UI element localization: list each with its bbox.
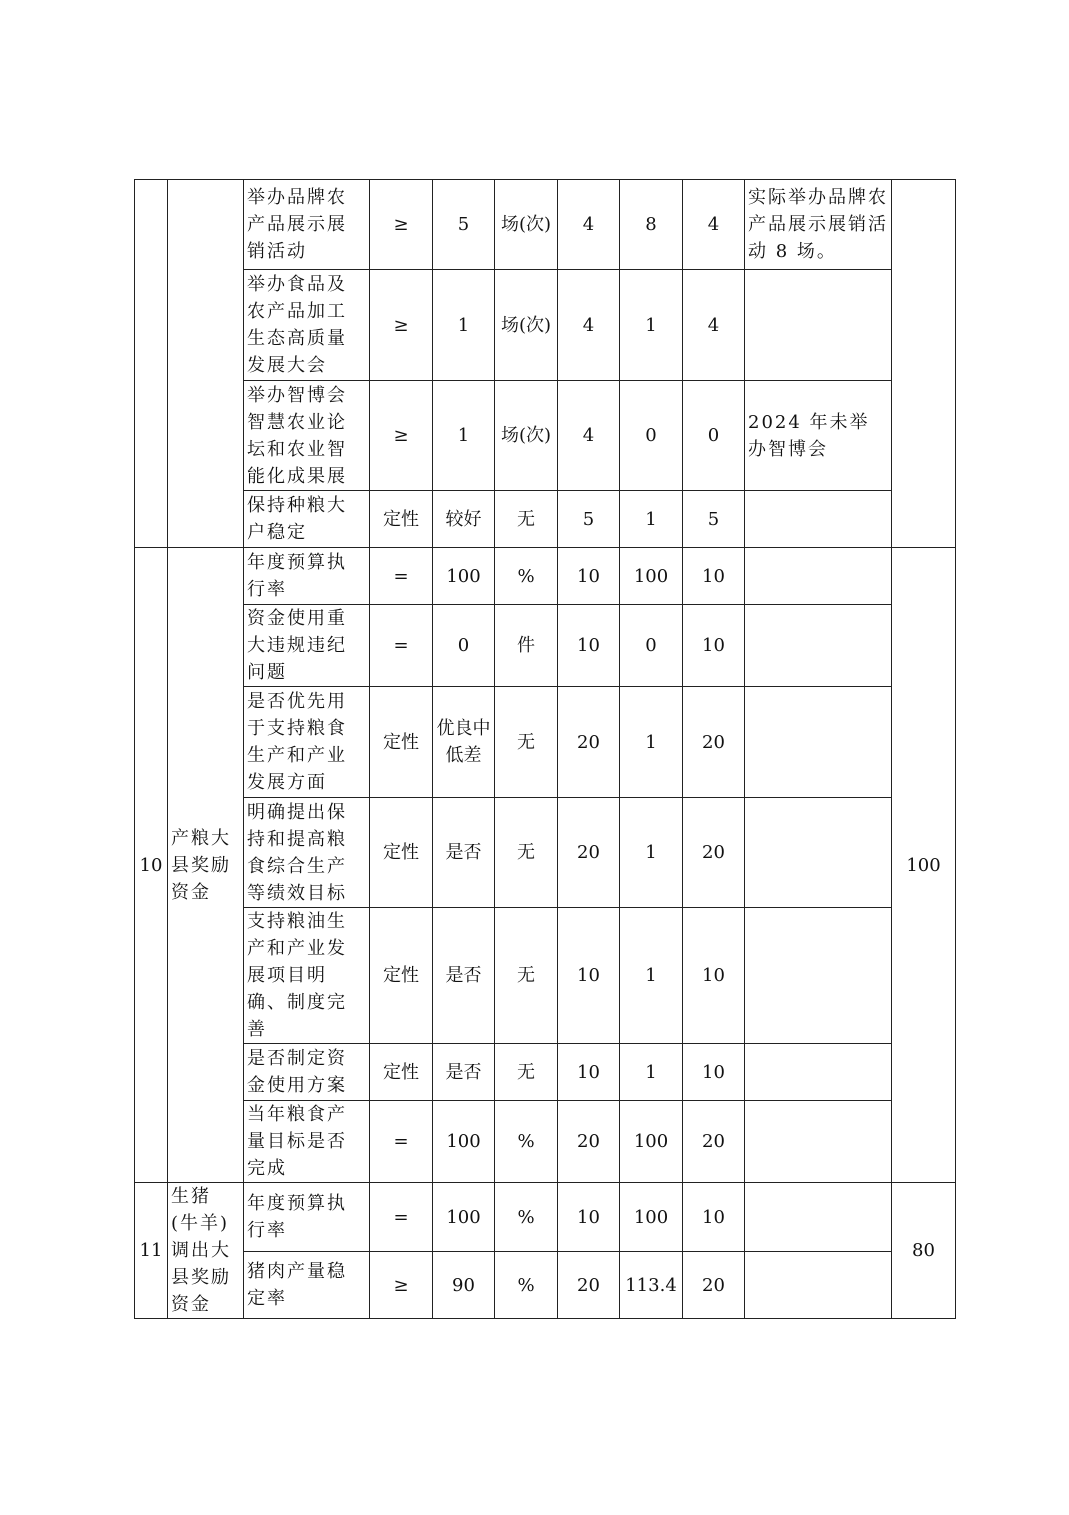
unit-cell: 无 bbox=[495, 687, 558, 798]
indicator-cell: 支持粮油生产和产业发展项目明确、制度完善 bbox=[244, 908, 370, 1044]
score-cell: 10 bbox=[683, 1044, 745, 1101]
target-cell: 是否 bbox=[433, 798, 495, 908]
weight-cell: 4 bbox=[558, 381, 620, 491]
table-row bbox=[135, 180, 956, 270]
target-cell: 1 bbox=[433, 270, 495, 381]
score-cell: 20 bbox=[683, 687, 745, 798]
weight-cell: 10 bbox=[558, 605, 620, 687]
target-cell: 0 bbox=[433, 605, 495, 687]
indicator-cell: 保持种粮大户稳定 bbox=[244, 491, 370, 548]
operator-cell: = bbox=[370, 1101, 433, 1183]
unit-cell: 场(次) bbox=[495, 381, 558, 491]
indicator-cell: 举办智博会智慧农业论坛和农业智能化成果展 bbox=[244, 381, 370, 491]
unit-cell: % bbox=[495, 548, 558, 605]
score-cell: 4 bbox=[683, 180, 745, 270]
operator-cell: = bbox=[370, 1183, 433, 1252]
score-cell: 20 bbox=[683, 1252, 745, 1319]
operator-cell: ≥ bbox=[370, 1252, 433, 1319]
total-score-cell bbox=[892, 180, 956, 548]
operator-cell: = bbox=[370, 605, 433, 687]
weight-cell: 20 bbox=[558, 1101, 620, 1183]
indicator-cell: 是否优先用于支持粮食生产和产业发展方面 bbox=[244, 687, 370, 798]
indicator-cell: 明确提出保持和提高粮食综合生产等绩效目标 bbox=[244, 798, 370, 908]
index-cell: 10 bbox=[135, 548, 168, 1183]
note-cell bbox=[745, 491, 892, 548]
note-cell bbox=[745, 798, 892, 908]
score-cell: 10 bbox=[683, 548, 745, 605]
unit-cell: % bbox=[495, 1252, 558, 1319]
indicator-cell: 举办品牌农产品展示展销活动 bbox=[244, 180, 370, 270]
unit-cell: 无 bbox=[495, 491, 558, 548]
weight-cell: 20 bbox=[558, 1252, 620, 1319]
indicator-cell: 举办食品及农产品加工生态高质量发展大会 bbox=[244, 270, 370, 381]
operator-cell: = bbox=[370, 548, 433, 605]
actual-cell: 100 bbox=[620, 548, 683, 605]
weight-cell: 10 bbox=[558, 1044, 620, 1101]
project-name-cell: 产粮大县奖励资金 bbox=[168, 548, 244, 1183]
score-cell: 20 bbox=[683, 798, 745, 908]
weight-cell: 4 bbox=[558, 270, 620, 381]
actual-cell: 1 bbox=[620, 491, 683, 548]
actual-cell: 1 bbox=[620, 1044, 683, 1101]
score-cell: 10 bbox=[683, 908, 745, 1044]
table-row bbox=[135, 381, 956, 491]
actual-cell: 1 bbox=[620, 270, 683, 381]
operator-cell: ≥ bbox=[370, 180, 433, 270]
indicator-cell: 当年粮食产量目标是否完成 bbox=[244, 1101, 370, 1183]
operator-cell: ≥ bbox=[370, 381, 433, 491]
actual-cell: 8 bbox=[620, 180, 683, 270]
unit-cell: 无 bbox=[495, 1044, 558, 1101]
score-cell: 5 bbox=[683, 491, 745, 548]
target-cell: 90 bbox=[433, 1252, 495, 1319]
note-cell: 实际举办品牌农产品展示展销活动 8 场。 bbox=[745, 180, 892, 270]
note-cell bbox=[745, 1044, 892, 1101]
table-row bbox=[135, 908, 956, 1044]
operator-cell: 定性 bbox=[370, 687, 433, 798]
target-cell: 5 bbox=[433, 180, 495, 270]
actual-cell: 100 bbox=[620, 1183, 683, 1252]
actual-cell: 0 bbox=[620, 605, 683, 687]
note-cell bbox=[745, 687, 892, 798]
unit-cell: 件 bbox=[495, 605, 558, 687]
table-row bbox=[135, 798, 956, 908]
unit-cell: % bbox=[495, 1183, 558, 1252]
note-cell: 2024 年未举办智博会 bbox=[745, 381, 892, 491]
weight-cell: 10 bbox=[558, 908, 620, 1044]
score-cell: 0 bbox=[683, 381, 745, 491]
unit-cell: 无 bbox=[495, 908, 558, 1044]
indicator-cell: 资金使用重大违规违纪问题 bbox=[244, 605, 370, 687]
operator-cell: 定性 bbox=[370, 908, 433, 1044]
indicator-cell: 年度预算执行率 bbox=[244, 1183, 370, 1252]
project-name-cell bbox=[168, 180, 244, 548]
note-cell bbox=[745, 548, 892, 605]
table-row bbox=[135, 605, 956, 687]
operator-cell: 定性 bbox=[370, 798, 433, 908]
target-cell: 较好 bbox=[433, 491, 495, 548]
index-cell bbox=[135, 180, 168, 548]
total-score-cell: 80 bbox=[892, 1183, 956, 1319]
indicator-cell: 猪肉产量稳定率 bbox=[244, 1252, 370, 1319]
indicator-cell: 是否制定资金使用方案 bbox=[244, 1044, 370, 1101]
unit-cell: % bbox=[495, 1101, 558, 1183]
score-cell: 4 bbox=[683, 270, 745, 381]
weight-cell: 20 bbox=[558, 687, 620, 798]
note-cell bbox=[745, 605, 892, 687]
target-cell: 100 bbox=[433, 1183, 495, 1252]
score-cell: 10 bbox=[683, 605, 745, 687]
table-row bbox=[135, 1044, 956, 1101]
note-cell bbox=[745, 1101, 892, 1183]
performance-table bbox=[134, 179, 956, 1319]
table-row bbox=[135, 491, 956, 548]
score-cell: 20 bbox=[683, 1101, 745, 1183]
note-cell bbox=[745, 1183, 892, 1252]
unit-cell: 场(次) bbox=[495, 180, 558, 270]
operator-cell: ≥ bbox=[370, 270, 433, 381]
total-score-cell: 100 bbox=[892, 548, 956, 1183]
table-row bbox=[135, 1101, 956, 1183]
actual-cell: 113.4 bbox=[620, 1252, 683, 1319]
target-cell: 1 bbox=[433, 381, 495, 491]
actual-cell: 1 bbox=[620, 798, 683, 908]
actual-cell: 1 bbox=[620, 908, 683, 1044]
target-cell: 是否 bbox=[433, 908, 495, 1044]
note-cell bbox=[745, 1252, 892, 1319]
score-cell: 10 bbox=[683, 1183, 745, 1252]
note-cell bbox=[745, 270, 892, 381]
actual-cell: 0 bbox=[620, 381, 683, 491]
note-cell bbox=[745, 908, 892, 1044]
target-cell: 是否 bbox=[433, 1044, 495, 1101]
unit-cell: 无 bbox=[495, 798, 558, 908]
target-cell: 优良中低差 bbox=[433, 687, 495, 798]
unit-cell: 场(次) bbox=[495, 270, 558, 381]
operator-cell: 定性 bbox=[370, 1044, 433, 1101]
operator-cell: 定性 bbox=[370, 491, 433, 548]
weight-cell: 5 bbox=[558, 491, 620, 548]
weight-cell: 10 bbox=[558, 548, 620, 605]
index-cell: 11 bbox=[135, 1183, 168, 1319]
actual-cell: 100 bbox=[620, 1101, 683, 1183]
actual-cell: 1 bbox=[620, 687, 683, 798]
table-row bbox=[135, 548, 956, 605]
weight-cell: 4 bbox=[558, 180, 620, 270]
table-row bbox=[135, 687, 956, 798]
table-row bbox=[135, 1252, 956, 1319]
weight-cell: 20 bbox=[558, 798, 620, 908]
table-row bbox=[135, 270, 956, 381]
target-cell: 100 bbox=[433, 1101, 495, 1183]
weight-cell: 10 bbox=[558, 1183, 620, 1252]
project-name-cell: 生猪(牛羊)调出大县奖励资金 bbox=[168, 1183, 244, 1319]
table-row bbox=[135, 1183, 956, 1252]
indicator-cell: 年度预算执行率 bbox=[244, 548, 370, 605]
target-cell: 100 bbox=[433, 548, 495, 605]
